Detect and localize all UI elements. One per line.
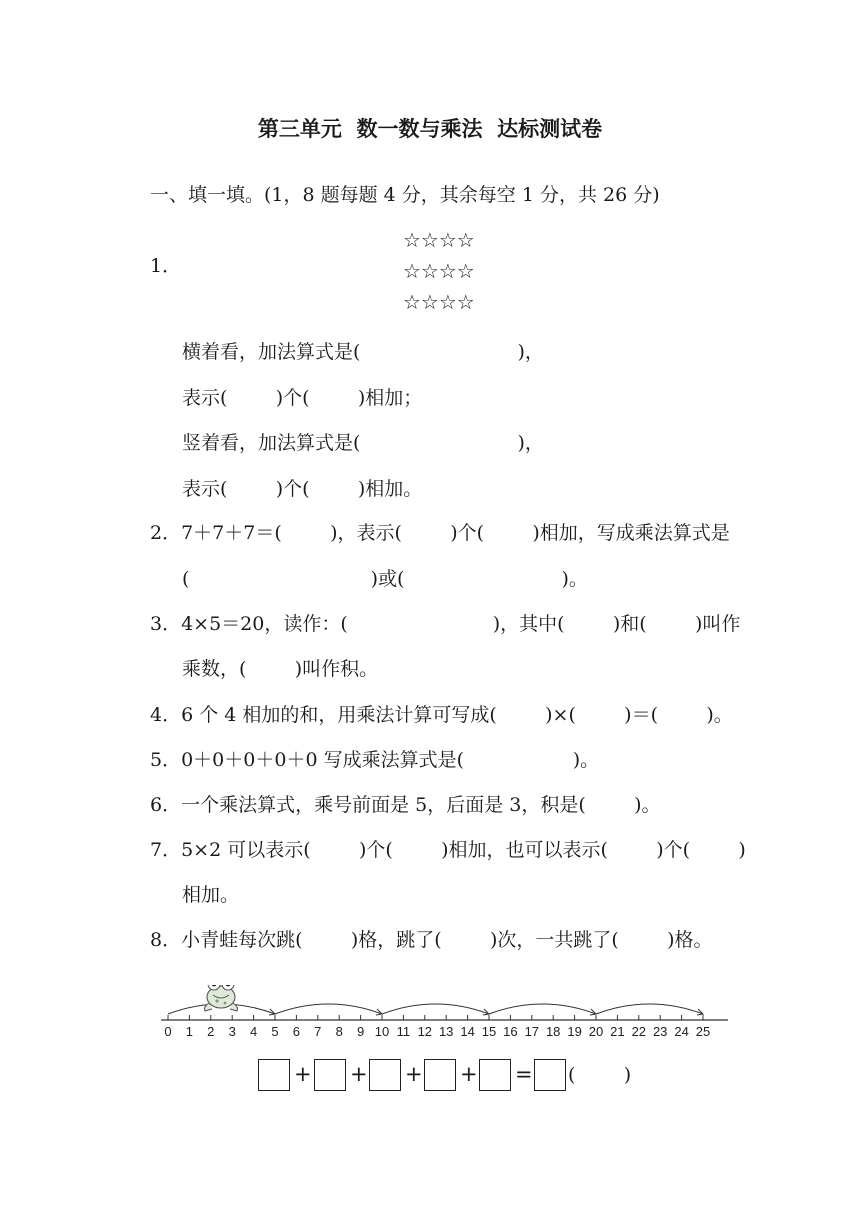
frog-icon [205, 985, 238, 1011]
question-8: 8．小青蛙每次跳( )格，跳了( )次，一共跳了( )格。 [150, 929, 713, 951]
question-1-line-4: 表示( )个( )相加。 [182, 478, 423, 500]
jump-arcs [168, 1004, 703, 1015]
question-4: 4．6 个 4 相加的和，用乘法计算可写成( )×( )＝( )。 [150, 704, 733, 726]
answer-box-2[interactable] [314, 1059, 346, 1091]
tick-label: 22 [631, 1024, 647, 1039]
tick-label: 16 [503, 1024, 518, 1039]
tick-label: 10 [374, 1024, 390, 1039]
equals-sign: = [515, 1062, 533, 1086]
tick-label: 24 [674, 1024, 689, 1039]
equation-tail: ( ) [568, 1064, 632, 1086]
section-header: 一、填一填。(1，8 题每题 4 分，其余每空 1 分，共 26 分) [150, 184, 660, 206]
tick-label: 6 [292, 1024, 301, 1039]
tick-label: 4 [249, 1024, 258, 1039]
answer-box-3[interactable] [369, 1059, 401, 1091]
tick-label: 8 [335, 1024, 343, 1039]
tick-label: 14 [460, 1024, 475, 1039]
plus-sign-4: + [460, 1062, 478, 1086]
stars-row-2: ☆☆☆☆ [403, 259, 475, 283]
tick-label: 3 [228, 1024, 236, 1039]
jump-arc [596, 1004, 703, 1014]
question-5: 5．0＋0＋0＋0＋0 写成乘法算式是( )。 [150, 749, 600, 771]
tick-label: 19 [567, 1024, 582, 1039]
tick-label: 12 [417, 1024, 433, 1039]
tick-label: 9 [356, 1024, 365, 1039]
plus-sign-3: + [405, 1062, 423, 1086]
question-2-line-2: ( )或( )。 [182, 568, 588, 590]
question-1-line-1: 横着看，加法算式是( )， [182, 341, 544, 363]
tick-label: 15 [481, 1024, 497, 1039]
jump-arc [489, 1004, 596, 1014]
question-3-line-2: 乘数，( )叫作积。 [182, 658, 379, 680]
question-2-line-1: 2．7＋7＋7＝( )，表示( )个( )相加，写成乘法算式是 [150, 522, 730, 544]
question-1-number: 1． [150, 255, 182, 277]
tick-label: 11 [396, 1024, 411, 1039]
tick-label: 0 [164, 1024, 172, 1039]
tick-label: 7 [314, 1024, 322, 1039]
number-line [0, 985, 860, 1045]
tick-label: 1 [185, 1024, 194, 1039]
tick-label: 20 [588, 1024, 604, 1039]
question-6: 6．一个乘法算式，乘号前面是 5，后面是 3，积是( )。 [150, 794, 661, 816]
tick-label: 18 [545, 1024, 561, 1039]
stars-row-3: ☆☆☆☆ [403, 290, 475, 314]
answer-box-5[interactable] [479, 1059, 511, 1091]
answer-box-result[interactable] [534, 1059, 566, 1091]
number-line-ticks [164, 1015, 710, 1039]
tick-label: 2 [207, 1024, 215, 1039]
jump-arc [275, 1004, 382, 1014]
page-title: 第三单元 数一数与乘法 达标测试卷 [257, 117, 603, 141]
stars-row-1: ☆☆☆☆ [403, 228, 475, 252]
plus-sign-2: + [350, 1062, 368, 1086]
tick-label: 17 [524, 1024, 540, 1039]
question-1-line-3: 竖着看，加法算式是( )， [182, 432, 544, 454]
tick-label: 23 [652, 1024, 668, 1039]
question-1-line-2: 表示( )个( )相加； [182, 387, 423, 409]
question-7-line-1: 7．5×2 可以表示( )个( )相加，也可以表示( )个( ) [150, 839, 746, 861]
tick-label: 25 [695, 1024, 711, 1039]
tick-label: 21 [610, 1024, 625, 1039]
question-3-line-1: 3．4×5＝20，读作：( )，其中( )和( )叫作 [150, 613, 741, 635]
tick-label: 5 [271, 1024, 279, 1039]
plus-sign-1: + [294, 1062, 312, 1086]
question-7-line-2: 相加。 [182, 884, 240, 906]
tick-label: 13 [438, 1024, 454, 1039]
jump-arc [382, 1004, 489, 1014]
answer-box-4[interactable] [424, 1059, 456, 1091]
answer-box-1[interactable] [258, 1059, 290, 1091]
